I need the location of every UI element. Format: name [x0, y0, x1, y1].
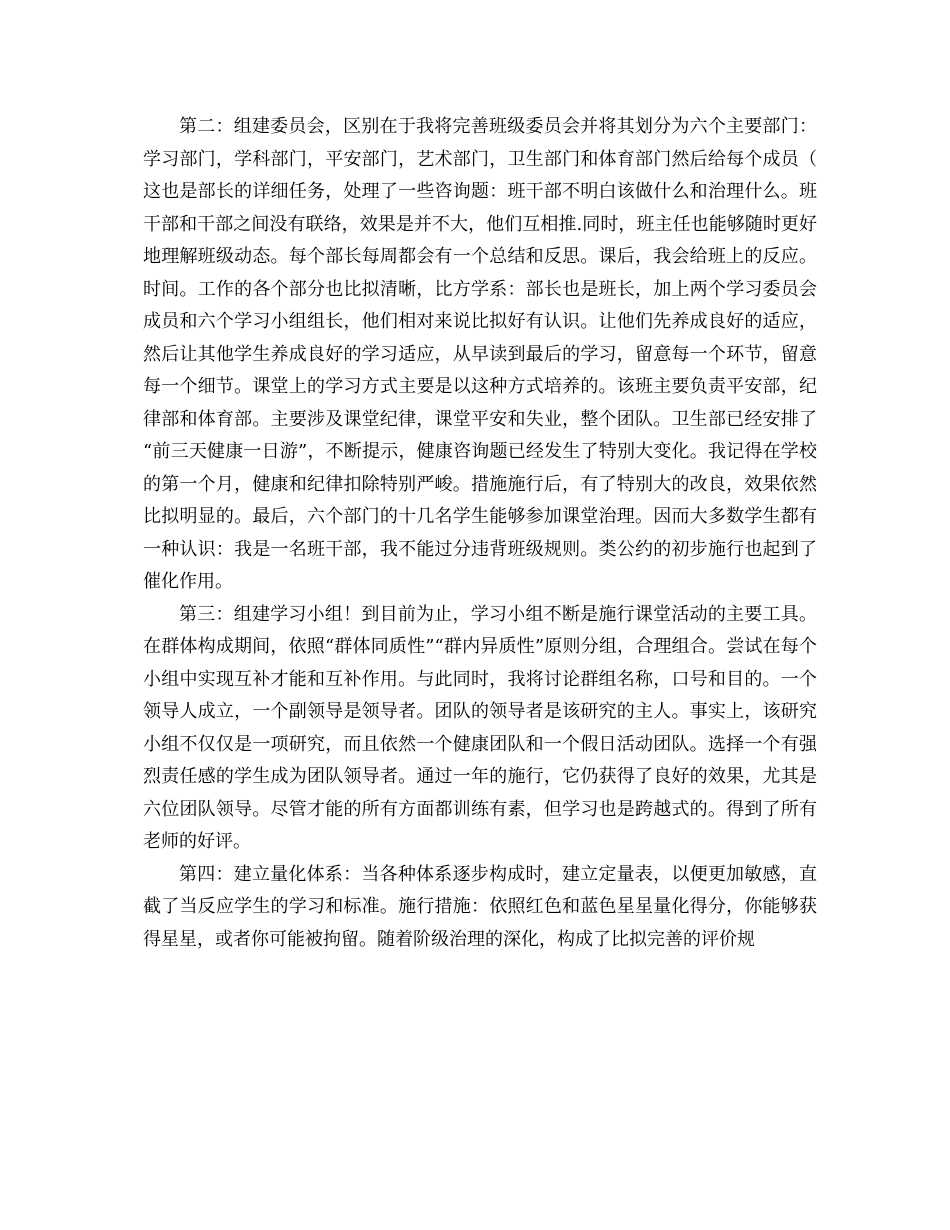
paragraph-committee: 第二：组建委员会，区别在于我将完善班级委员会并将其划分为六个主要部门：学习部门，学科部门，平安部门，艺术部门，卫生部门和体育部门然后给每个成员（这也是部长的详细任务，处理了一些咨询题：班干部不明白该做什么和治理什么。班干部和干部之间没有联络，效果是并不大，他们互相推.同时，班主任也能够随时更好地理解班级动态。每个部长每周都会有一个总结和反思。课后，我会给班上的反应。时间。工作的各个部分也比拟清晰，比方学系：部长也是班长，加上两个学习委员会成员和六个学习小组组长，他们相对来说比拟好有认识。让他们先养成良好的适应，然后让其他学生养成良好的学习适应，从早读到最后的学习，留意每一个环节，留意每一个细节。课堂上的学习方式主要是以这种方式培养的。该班主要负责平安部，纪律部和体育部。主要涉及课堂纪律，课堂平安和失业，整个团队。卫生部已经安排了“前三天健康一日游”，不断提示，健康咨询题已经发生了特别大变化。我记得在学校的第一个月，健康和纪律扣除特别严峻。措施施行后，有了特别大的改良，效果依然比拟明显的。最后，六个部门的十几名学生能够参加课堂治理。因而大多数学生都有一种认识：我是一名班干部，我不能过分违背班级规则。类公约的初步施行也起到了催化作用。: [143, 116, 817, 592]
document-body: [143, 111, 817, 956]
paragraph-quantification: 第四：建立量化体系：当各种体系逐步构成时，建立定量表，以便更加敏感，直截了当反应学生的学习和标准。施行措施：依照红色和蓝色星星量化得分，你能够获得星星，或者你可能被拘留。随着阶级治理的深化，构成了比拟完善的评价规: [143, 863, 817, 950]
paragraph-study-groups: 第三：组建学习小组！到目前为止，学习小组不断是施行课堂活动的主要工具。在群体构成期间，依照“群体同质性”“群内异质性”原则分组，合理组合。尝试在每个小组中实现互补才能和互补作用。与此同时，我将讨论群组名称，口号和目的。一个领导人成立，一个副领导是领导者。团队的领导者是该研究的主人。事实上，该研究小组不仅仅是一项研究，而且依然一个健康团队和一个假日活动团队。选择一个有强烈责任感的学生成为团队领导者。通过一年的施行，它仍获得了良好的效果，尤其是六位团队领导。尽管才能的所有方面都训练有素，但学习也是跨越式的。得到了所有老师的好评。: [143, 603, 817, 852]
